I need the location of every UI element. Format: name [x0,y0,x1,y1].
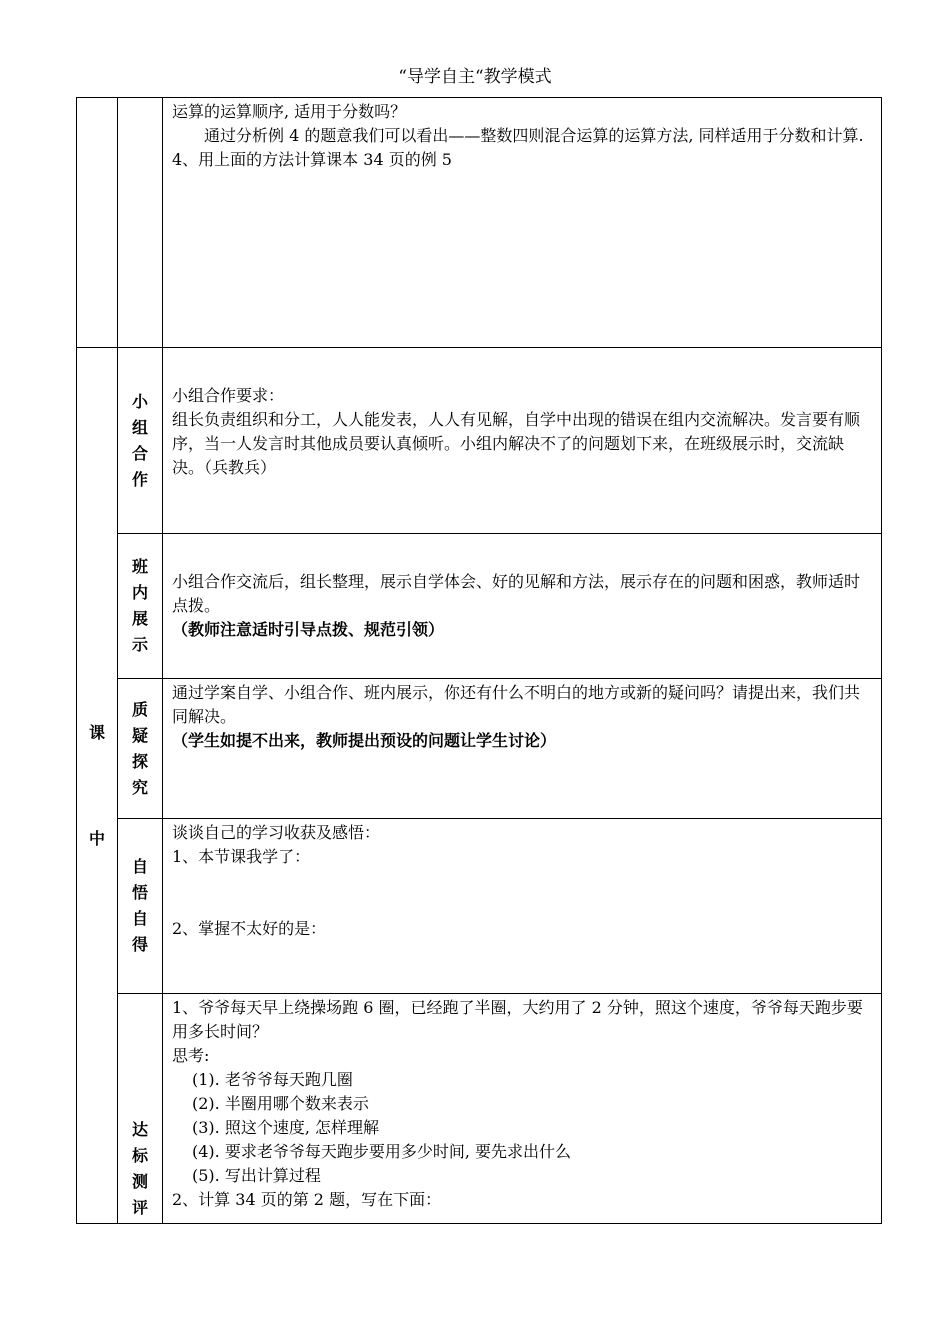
content-cell [163,679,882,819]
blank-cell [77,98,118,348]
bold-note: （教师注意适时引导点拨、规范引领） [172,620,445,639]
text-line: 运算的运算顺序, 适用于分数吗？ [172,102,407,121]
label-char: 中 [88,828,105,848]
section-label-kezhong [77,348,118,1224]
row-label: 自悟自得 [118,819,163,994]
content-cell [163,534,882,679]
text-line: 1、本节课我学了： [172,847,311,866]
bold-note: （学生如提不出来，教师提出预设的问题让学生讨论） [172,731,557,750]
step: (3). 照这个速度, 怎样理解 [192,1118,380,1137]
row-inquiry [77,679,882,819]
text-line: 小组合作交流后，组长整理，展示自学体会、好的见解和方法，展示存在的问题和困惑，教师适时点拨。 [172,572,861,615]
continuation-cell [163,98,882,348]
row-class-display [77,534,882,679]
row-label: 班内展示 [118,534,163,679]
question: 1、爷爷每天早上绕操场跑 6 圈，已经跑了半圈，大约用了 2 分钟，照这个速度，爷爷每天跑步要用多长时间？ [172,998,863,1041]
step: (4). 要求老爷爷每天跑步要用多少时间, 要先求出什么 [192,1142,572,1161]
blank-cell [118,98,163,348]
row-assessment [77,994,882,1224]
text-line: 通过学案自学、小组合作、班内展示，你还有什么不明白的地方或新的疑问吗？请提出来，我们共同解决。 [172,683,861,726]
text-line: 通过分析例 4 的题意我们可以看出——整数四则混合运算的运算方法, 同样适用于分数和计算. [204,126,864,145]
row-label: 质疑探究 [118,679,163,819]
row-group-cooperation [77,348,882,534]
lesson-plan-table [76,97,882,1224]
row-label: 达标测评 [118,994,163,1224]
content-cell [163,994,882,1224]
step: (5). 写出计算过程 [192,1166,321,1185]
text-line: 思考: [172,1046,210,1065]
text-line: 组长负责组织和分工，人人能发表，人人有见解，自学中出现的错误在组内交流解决。发言要有顺序，当一人发言时其他成员要认真倾听。小组内解决不了的问题划下来，在班级展示时，交流缺决。（兵教兵） [172,410,861,477]
continuation-row [77,98,882,348]
text-line: 谈谈自己的学习收获及感悟： [172,823,381,842]
step: (1). 老爷爷每天跑几圈 [192,1070,353,1089]
row-label: 小组合作 [118,348,163,534]
step: (2). 半圈用哪个数来表示 [192,1094,369,1113]
text-line: 2、掌握不太好的是： [172,919,327,938]
question: 2、计算 34 页的第 2 题，写在下面： [172,1190,442,1209]
row-self-reflection [77,819,882,994]
page-header: “导学自主“教学模式 [398,67,552,87]
text-line: 小组合作要求： [172,386,285,405]
text-line: 4、用上面的方法计算课本 34 页的例 5 [172,150,452,169]
label-char: 课 [88,722,105,742]
content-cell [163,348,882,534]
content-cell [163,819,882,994]
